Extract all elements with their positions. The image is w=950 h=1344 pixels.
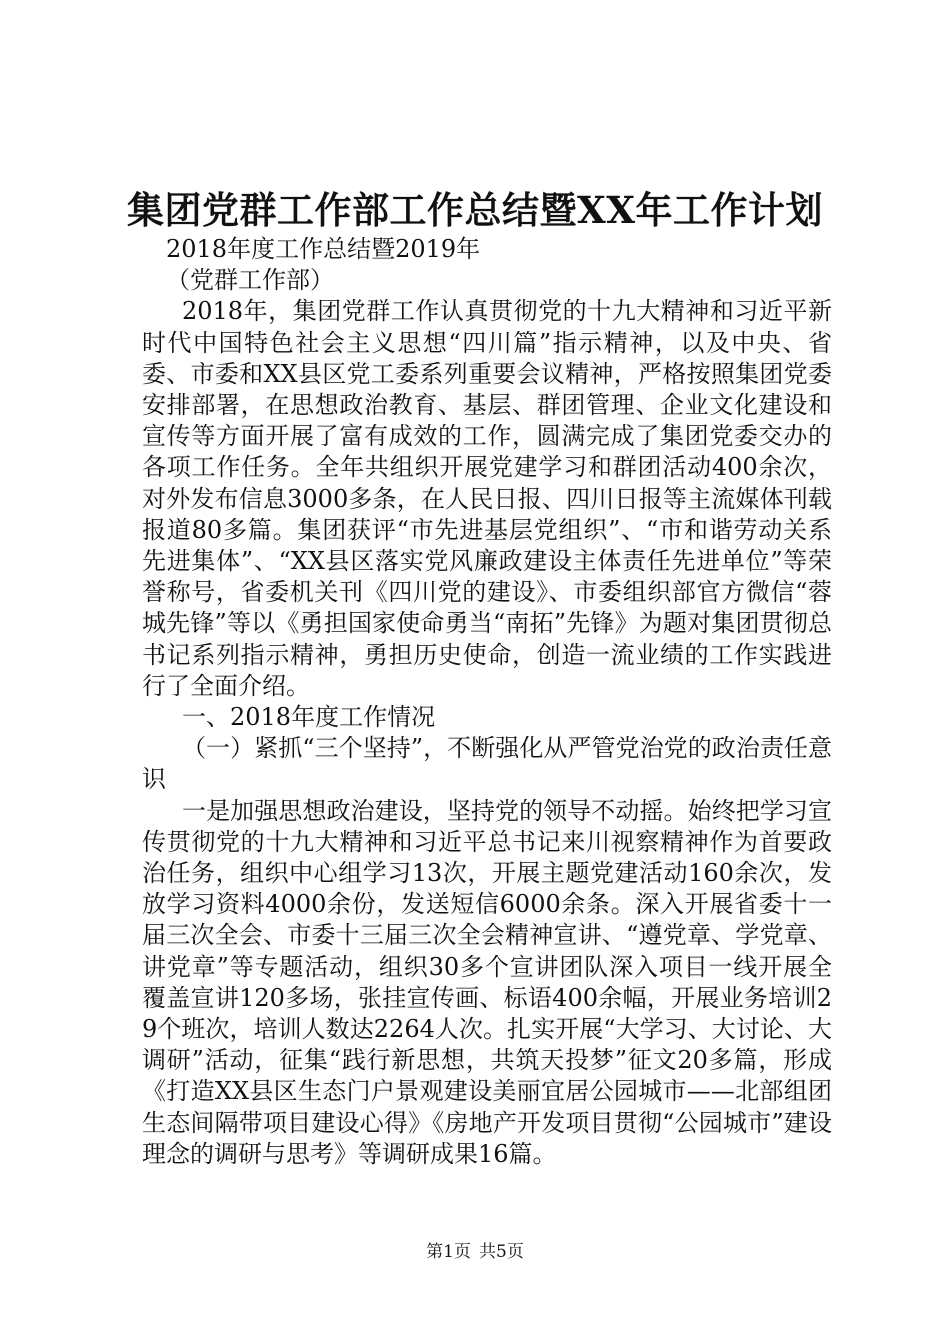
document-body	[142, 234, 832, 1170]
document-title: 集团党群工作部工作总结暨XX年工作计划	[127, 188, 823, 232]
body-paragraph: 一是加强思想政治建设，坚持党的领导不动摇。始终把学习宣传贯彻党的十九大精神和习近平总书记来川视察精神作为首要政治任务，组织中心组学习13次，开展主题党建活动160余次，发放学习资料4000余份，发送短信6000余条。深入开展省委十一届三次全会、市委十三届三次全会精神宣讲、“遵党章、学党章、讲党章”等专题活动，组织30多个宣讲团队深入项目一线开展全覆盖宣讲120多场，张挂宣传画、标语400余幅，开展业务培训29个班次，培训人数达2264人次。扎实开展“大学习、大讨论、大调研”活动，征集“践行新思想，共筑天投梦”征文20多篇，形成《打造XX县区生态门户景观建设美丽宜居公园城市——北部组团生态间隔带项目建设心得》《房地产开发项目贯彻“公园城市”建设理念的调研与思考》等调研成果16篇。	[142, 796, 832, 1168]
department-line: （党群工作部）	[166, 266, 334, 295]
intro-paragraph: 2018年，集团党群工作认真贯彻党的十九大精神和习近平新时代中国特色社会主义思想“四川篇”指示精神，以及中央、省委、市委和XX县区党工委系列重要会议精神，严格按照集团党委安排部署，在思想政治教育、基层、群团管理、企业文化建设和宣传等方面开展了富有成效的工作，圆满完成了集团党委交办的各项工作任务。全年共组织开展党建学习和群团活动400余次，对外发布信息3000多条，在人民日报、四川日报等主流媒体刊载报道80多篇。集团获评“市先进基层党组织”、“市和谐劳动关系先进集体”、“XX县区落实党风廉政建设主体责任先进单位”等荣誉称号，省委机关刊《四川党的建设》、市委组织部官方微信“蓉城先锋”等以《勇担国家使命勇当“南拓”先锋》为题对集团贯彻总书记系列指示精神，勇担历史使命，创造一流业绩的工作实践进行了全面介绍。	[142, 297, 832, 700]
page-footer	[0, 1241, 950, 1263]
page-total: 共5页	[479, 1242, 524, 1262]
subtitle-line: 2018年度工作总结暨2019年	[166, 235, 481, 263]
subsection-heading: （一）紧抓“三个坚持”，不断强化从严管党治党的政治责任意识	[142, 734, 832, 794]
page-number: 第1页	[426, 1242, 471, 1262]
section-heading: 一、2018年度工作情况	[182, 703, 436, 732]
